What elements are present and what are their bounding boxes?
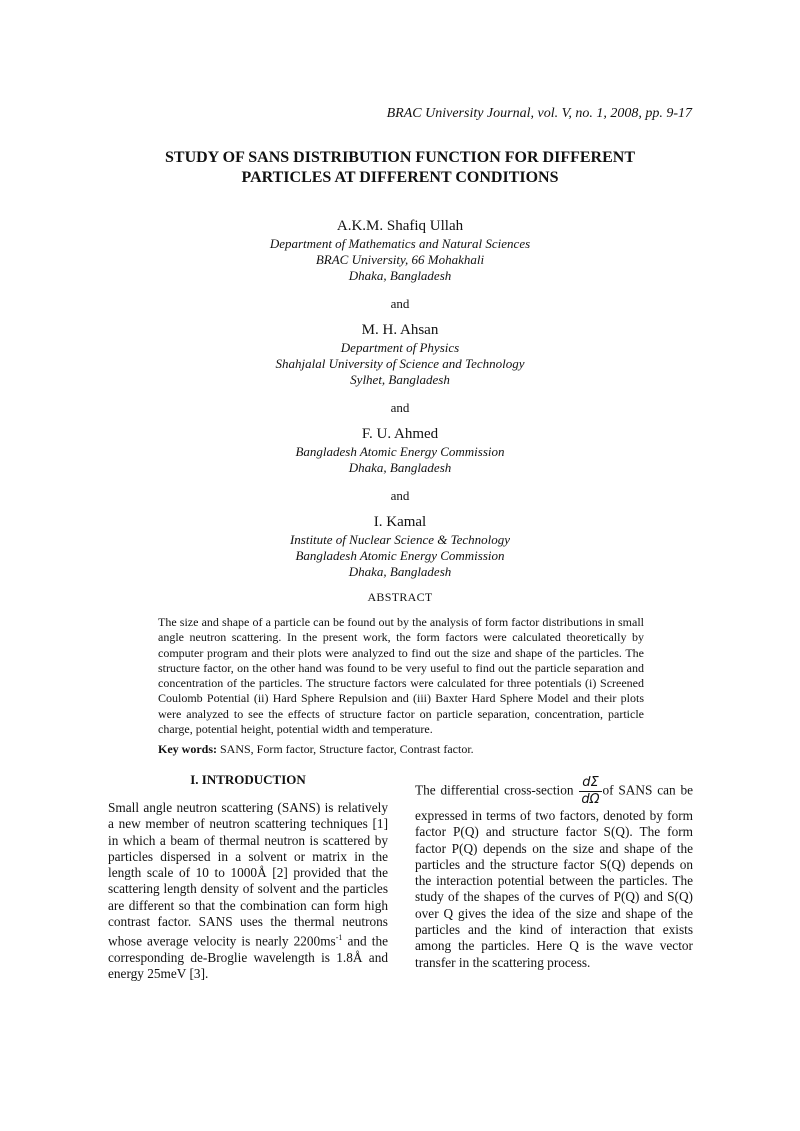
author-separator: and <box>390 400 410 415</box>
affiliation-line: Bangladesh Atomic Energy Commission <box>295 444 505 459</box>
abstract-text: The size and shape of a particle can be found out by the analysis of form factor distributions in small angle neutron scattering. In the present work, the form factors were calculated theoretically by computer program and their plots were analyzed to find out the size and shape of the particles. The structure factor, on the other hand was found to be very useful to find out the particle separation and concentration of the particles. The structure factors were calculated for three potentials (i) Screened Coulomb Potential (ii) Hard Sphere Repulsion and (iii) Baxter Hard Sphere Model and their plots were analyzed to see the effects of structure factor on particle separation, concentration, particle charge, potential height, potential width and temperature. <box>158 615 644 737</box>
affiliation-line: Shahjalal University of Science and Technology <box>275 356 525 371</box>
section-heading-introduction: I. INTRODUCTION <box>190 772 306 787</box>
author-name: M. H. Ahsan <box>361 322 439 338</box>
keywords <box>158 742 644 757</box>
affiliation-line: Institute of Nuclear Science & Technology <box>289 532 511 547</box>
intro-paragraph-text: Small angle neutron scattering (SANS) is relatively a new member of neutron scattering techniques [1] in which a beam of thermal neutron is scattered by particles dispersed in a solvent or matrix in the length scale of 10 to 1000Å [2] provided that the scattering length density of solvent and the particles are different so that the combination can form high contrast factor. SANS uses the thermal neutrons whose average velocity is nearly 2200ms <box>108 800 388 949</box>
affiliation-line: Department of Physics <box>340 340 460 355</box>
title-line-2: PARTICLES AT DIFFERENT CONDITIONS <box>241 169 559 186</box>
author-separator: and <box>390 296 410 311</box>
affiliation-line: BRAC University, 66 Mohakhali <box>315 252 485 267</box>
intro-left-column <box>108 800 388 983</box>
author-block <box>150 212 650 580</box>
affiliation-line: Dhaka, Bangladesh <box>348 460 452 475</box>
fraction-numerator: dΣ <box>579 775 601 792</box>
intro-paragraph-text: of SANS can be expressed in terms of two factors, denoted by form factor P(Q) and structure factor S(Q). The form factor P(Q) depends on the size and shape of the particles and the structure factor S(Q) depends on the interaction potential between the particles. The study of the shapes of the curves of P(Q) and S(Q) over Q gives the idea of the size and shape of the particles and the kind of interaction that exists among the particles. Here Q is the wave vector transfer in the scattering process. <box>415 782 693 970</box>
affiliation-line: Dhaka, Bangladesh <box>348 564 452 579</box>
abstract-heading: ABSTRACT <box>367 590 433 604</box>
keywords-list: SANS, Form factor, Structure factor, Contrast factor. <box>217 742 474 756</box>
affiliation-line: Sylhet, Bangladesh <box>350 372 450 387</box>
intro-right-column <box>415 775 693 971</box>
affiliation-line: Bangladesh Atomic Energy Commission <box>295 548 505 563</box>
intro-paragraph-text: and the corresponding de-Broglie wavelength is 1.8Å and energy 25meV [3]. <box>108 933 389 982</box>
author-name: F. U. Ahmed <box>361 426 439 442</box>
author-name: I. Kamal <box>373 514 427 530</box>
journal-citation: BRAC University Journal, vol. V, no. 1, 2008, pp. 9-17 <box>386 106 692 121</box>
intro-paragraph-text: The differential cross-section <box>415 782 579 798</box>
affiliation-line: Department of Mathematics and Natural Sciences <box>269 236 531 251</box>
fraction-denominator: dΩ <box>581 792 600 807</box>
affiliation-line: Dhaka, Bangladesh <box>348 268 452 283</box>
superscript: -1 <box>335 933 343 943</box>
author-name: A.K.M. Shafiq Ullah <box>336 218 464 234</box>
keywords-label: Key words: <box>158 742 217 756</box>
cross-section-fraction <box>579 775 601 808</box>
title-line-1: STUDY OF SANS DISTRIBUTION FUNCTION FOR DIFFERENT <box>165 149 635 166</box>
paper-title <box>100 148 700 188</box>
author-separator: and <box>390 488 410 503</box>
